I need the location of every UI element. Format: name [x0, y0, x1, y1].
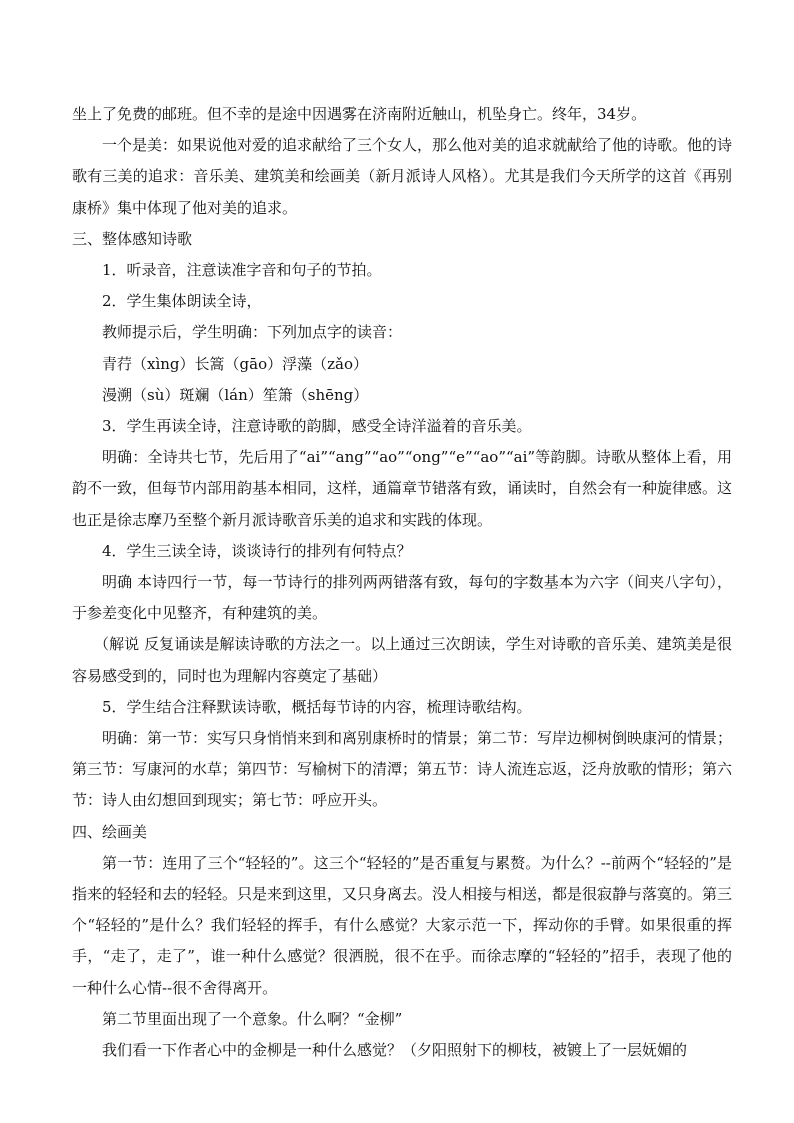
paragraph-17: 第一节：连用了三个“轻轻的”。这三个“轻轻的”是否重复与累赘。为什么？--前两个“轻轻的”是指来的轻轻和去的轻轻。只是来到这里，又只身离去。没人相接与相送，都是很寂静与落寞的。第三个“轻轻的”是什么？我们轻轻的挥手，有什么感觉？大家示范一下，挥动你的手臂。如果很重的挥手，“走了，走了”，谁一种什么感觉？很洒脱，很不在乎。而徐志摩的“轻轻的”招手，表现了他的一种什么心情--很不舍得离开。 [72, 853, 733, 997]
section-heading-16: 四、绘画美 [72, 822, 148, 841]
document-page [72, 99, 732, 1066]
paragraph-9: 3．学生再读全诗，注意诗歌的韵脚，感受全诗洋溢着的音乐美。 [102, 417, 532, 436]
paragraph-7: 青荇（xìng）长篙（gāo）浮藻（zǎo） [102, 354, 368, 373]
paragraph-5: 2．学生集体朗读全诗， [102, 292, 262, 311]
paragraph-2: 一个是美：如果说他对爱的追求献给了三个女人，那么他对美的追求就献给了他的诗歌。他的诗歌有三美的追求：音乐美、建筑美和绘画美（新月派诗人风格）。尤其是我们今天所学的这首《再别康桥》集中体现了他对美的追求。 [72, 136, 733, 217]
paragraph-14: 5．学生结合注释默读诗歌，概括每节诗的内容，梳理诗歌结构。 [102, 697, 532, 716]
paragraph-19: 我们看一下作者心中的金柳是一种什么感觉？（夕阳照射下的柳枝，被镀上了一层妩媚的 [102, 1041, 688, 1060]
paragraph-4: 1．听录音，注意读准字音和句子的节拍。 [102, 261, 382, 280]
paragraph-13: （解说 反复诵读是解读诗歌的方法之一。以上通过三次朗读，学生对诗歌的音乐美、建筑美是很容易感受到的，同时也为理解内容奠定了基础） [72, 635, 732, 685]
paragraph-18: 第二节里面出现了一个意象。什么啊？“金柳” [102, 1009, 403, 1028]
paragraph-10: 明确：全诗共七节，先后用了“ai”“ang”“ao”“ong”“e”“ao”“ai”等韵脚。诗歌从整体上看，用韵不一致，但每节内部用韵基本相同，这样，通篇章节错落有致，诵读时，自然会有一种旋律感。这也正是徐志摩乃至整个新月派诗歌音乐美的追求和实践的体现。 [72, 448, 733, 529]
paragraph-12: 明确 本诗四行一节，每一节诗行的排列两两错落有致，每句的字数基本为六字（间夹八字句），于参差变化中见整齐，有种建筑的美。 [72, 573, 732, 623]
section-heading-3: 三、整体感知诗歌 [72, 229, 193, 248]
paragraph-15: 明确：第一节：实写只身悄悄来到和离别康桥时的情景；第二节：写岸边柳树倒映康河的情景；第三节：写康河的水草；第四节：写榆树下的清潭；第五节：诗人流连忘返，泛舟放歌的情形；第六节：诗人由幻想回到现实；第七节：呼应开头。 [72, 729, 733, 810]
paragraph-8: 漫溯（sù）斑斓（lán）笙箫（shēng） [102, 385, 369, 404]
paragraph-6: 教师提示后，学生明确：下列加点字的读音： [102, 323, 403, 342]
paragraph-1: 坐上了免费的邮班。但不幸的是途中因遇雾在济南附近触山，机坠身亡。终年，34岁。 [72, 105, 647, 123]
paragraph-11: 4．学生三读全诗，谈谈诗行的排列有何特点？ [102, 541, 412, 560]
